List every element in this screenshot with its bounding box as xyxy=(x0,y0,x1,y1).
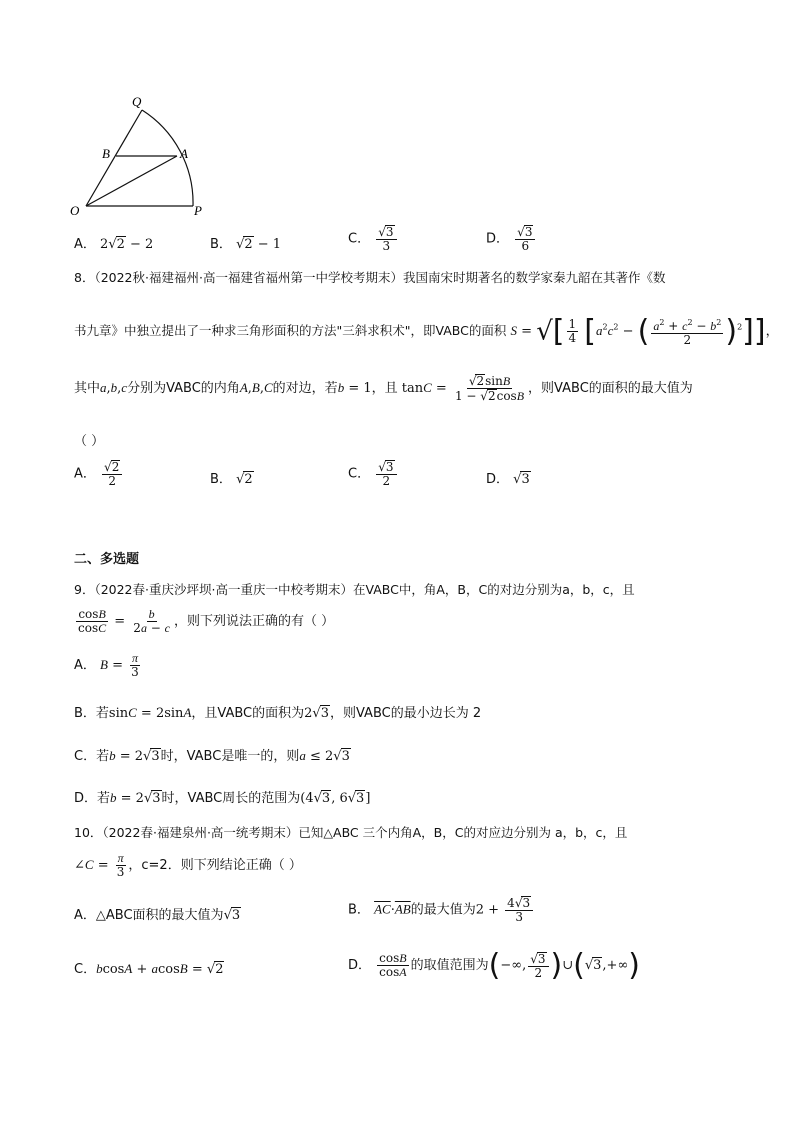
label-A: A xyxy=(180,146,188,161)
q9-option-a[interactable]: A． B = $\frac{\pi}{3}$ xyxy=(74,651,139,679)
q10-option-d[interactable]: D． $\frac{\cos B}{\cos A}$ 的取值范围为(−∞, $\frac{√3}{2}$ )∪(√3,+∞) xyxy=(348,948,640,983)
label-P: P xyxy=(194,203,202,218)
q8-line1: 8．（2022秋·福建福州·高一福建省福州第一中学校考期末）我国南宋时期著名的数学家秦九韶在其著作《数 xyxy=(74,270,666,285)
q9-option-d[interactable]: D．若b = 2√3时，VABC周长的范围为(4√3, 6√3] xyxy=(74,790,371,806)
q8-option-b[interactable]: B． √2 xyxy=(210,472,253,487)
section-title-multi-choice: 二、多选题 xyxy=(74,552,140,567)
q9-line2: $\frac{\cos B}{\cos C}$ = $\frac{b}{2a - c}$ ，则下列说法正确的有（ ） xyxy=(78,607,335,635)
q7-option-d[interactable]: D． $\frac{√3}{6}$ xyxy=(486,225,537,253)
q8-line2: 书九章》中独立提出了一种求三角形面积的方法"三斜求积术"，即VABC的面积 S = √[ $\frac{1}{4}$ [$a^2c^2$ − ( $\frac{a^2 + c^2 - b^2}{2}$ )$^2$]]， xyxy=(74,314,779,349)
geometry-figure xyxy=(60,92,230,222)
q9-option-c[interactable]: C．若b = 2√3时，VABC是唯一的，则a ≤ 2√3 xyxy=(74,748,350,764)
q8-option-c[interactable]: C． $\frac{√3}{2}$ xyxy=(348,460,399,488)
q8-paren: （ ） xyxy=(74,434,105,449)
q10-option-b[interactable]: B． $\overline{AC}\cdot\overline{AB}$的最大值为2 + $\frac{4√3}{3}$ xyxy=(348,896,535,924)
q9-option-b[interactable]: B．若sinC = 2sinA，且VABC的面积为2√3，则VABC的最小边长为 2 xyxy=(74,705,482,721)
label-Q: Q xyxy=(132,94,142,109)
segment-OA xyxy=(86,156,177,206)
q8-line3: 其中a,b,c分别为VABC的内角A,B,C的对边，若b = 1，且 tanC = $\frac{√2\sin B}{1 - √2\cos B}$ ，则VABC的面积的最大值为 xyxy=(74,374,693,403)
q7-option-b[interactable]: B． √2 − 1 xyxy=(210,237,282,252)
q10-option-a[interactable]: A．△ABC面积的最大值为√3 xyxy=(74,908,241,923)
label-B: B xyxy=(102,146,110,161)
q9-line1: 9．（2022春·重庆沙坪坝·高一重庆一中校考期末）在VABC中，角A，B，C的对边分别为a，b，c，且 xyxy=(74,582,635,597)
segment-OQ xyxy=(86,110,142,206)
label-O: O xyxy=(70,203,80,218)
q7-option-c[interactable]: C． $\frac{√3}{3}$ xyxy=(348,225,399,253)
q8-formula-S: S = √[ $\frac{1}{4}$ [$a^2c^2$ − ( $\frac{a^2 + c^2 - b^2}{2}$ )$^2$]]， xyxy=(510,314,779,349)
q10-line2: ∠C = $\frac{\pi}{3}$ ，c=2．则下列结论正确（ ） xyxy=(74,851,302,879)
q10-option-c[interactable]: C．bcosA + acosB = √2 xyxy=(74,961,224,977)
q7-option-a[interactable]: A． 2√2 − 2 xyxy=(74,237,154,252)
q8-option-a[interactable]: A． $\frac{√2}{2}$ xyxy=(74,460,124,488)
q8-option-d[interactable]: D． √3 xyxy=(486,472,530,487)
q10-line1: 10．（2022春·福建泉州·高一统考期末）已知△ABC 三个内角A，B，C的对应边分别为 a，b，c，且 xyxy=(74,825,628,840)
